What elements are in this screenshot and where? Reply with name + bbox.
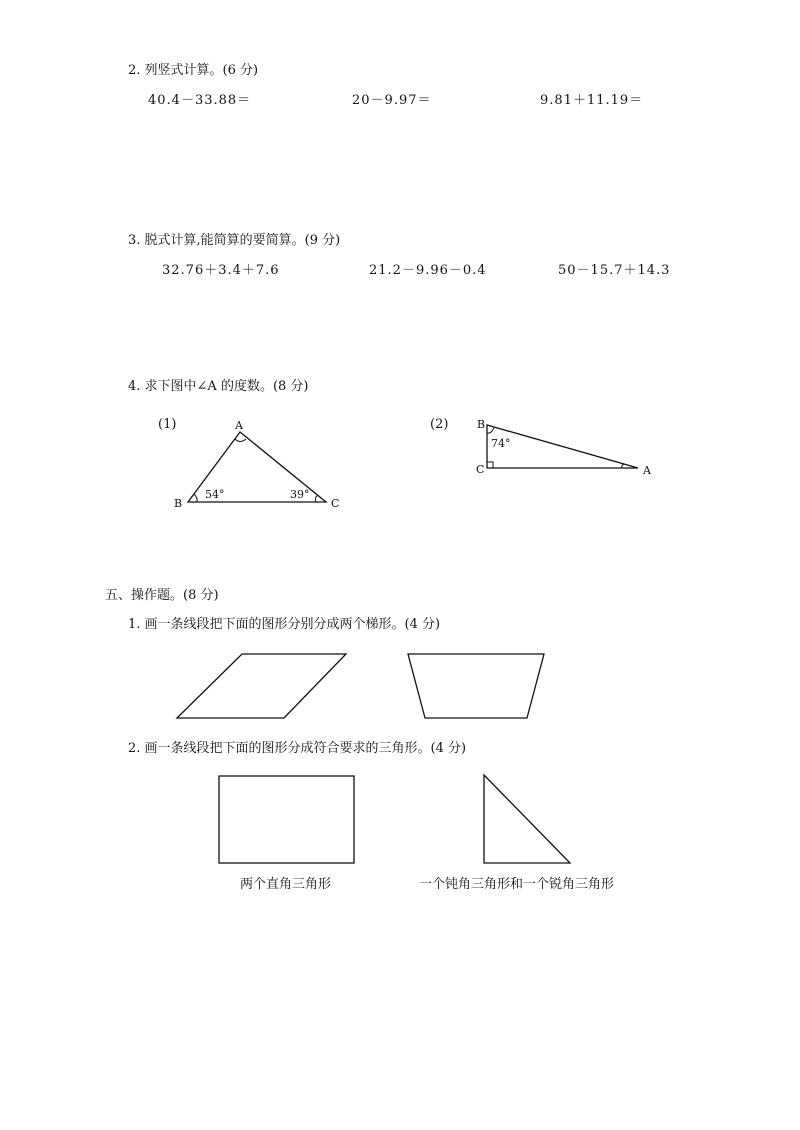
angle-a-arc: [235, 439, 246, 442]
q3-title: 3. 脱式计算,能简算的要简算。(9 分): [128, 233, 341, 248]
figure-2-vertex-c: C: [476, 463, 485, 476]
right-triangle-shape: [484, 775, 570, 863]
figure-1-vertex-b: B: [174, 497, 183, 510]
q2-title: 2. 列竖式计算。(6 分): [128, 63, 259, 78]
figure-1-vertex-a: A: [235, 419, 243, 432]
figure-2-vertex-a: A: [643, 464, 651, 477]
q2-expression-2: 20－9.97＝: [352, 93, 432, 108]
section-five-q2-title: 2. 画一条线段把下面的图形分成符合要求的三角形。(4 分): [128, 741, 467, 756]
q3-expression-1: 32.76＋3.4＋7.6: [162, 263, 280, 278]
parallelogram-shape: [177, 654, 346, 718]
right-angle-mark: [487, 462, 493, 468]
rectangle-shape: [219, 776, 354, 863]
figure-2-vertex-b: B: [477, 418, 486, 431]
q4-title: 4. 求下图中∠A 的度数。(8 分): [128, 379, 309, 394]
q2-expression-3: 9.81＋11.19＝: [540, 93, 644, 108]
q4-figure-1: [158, 417, 339, 510]
angle-c-arc: [315, 495, 318, 502]
figure-2-angle-b: 74°: [491, 437, 511, 450]
q2-expression-1: 40.4－33.88＝: [148, 93, 252, 108]
section-five-title: 五、操作题。(8 分): [105, 588, 219, 603]
q3-expression-3: 50－15.7＋14.3: [558, 263, 671, 278]
figure-2-number: (2): [430, 417, 449, 432]
figure-1-angle-c: 39°: [290, 488, 310, 501]
figure-1-angle-b: 54°: [205, 488, 225, 501]
section-five-q1-title: 1. 画一条线段把下面的图形分别分成两个梯形。(4 分): [128, 617, 441, 632]
q3-expression-2: 21.2－9.96－0.4: [369, 263, 487, 278]
figure-1-number: (1): [158, 417, 177, 432]
angle-b-arc-2: [487, 428, 494, 433]
figure-1-vertex-c: C: [331, 497, 340, 510]
trapezoid-shape: [408, 654, 544, 718]
angle-b-arc: [194, 494, 197, 502]
caption-obtuse-and-acute: 一个钝角三角形和一个锐角三角形: [419, 877, 615, 892]
q4-figure-2: [430, 417, 652, 477]
caption-two-right-triangles: 两个直角三角形: [240, 877, 332, 892]
